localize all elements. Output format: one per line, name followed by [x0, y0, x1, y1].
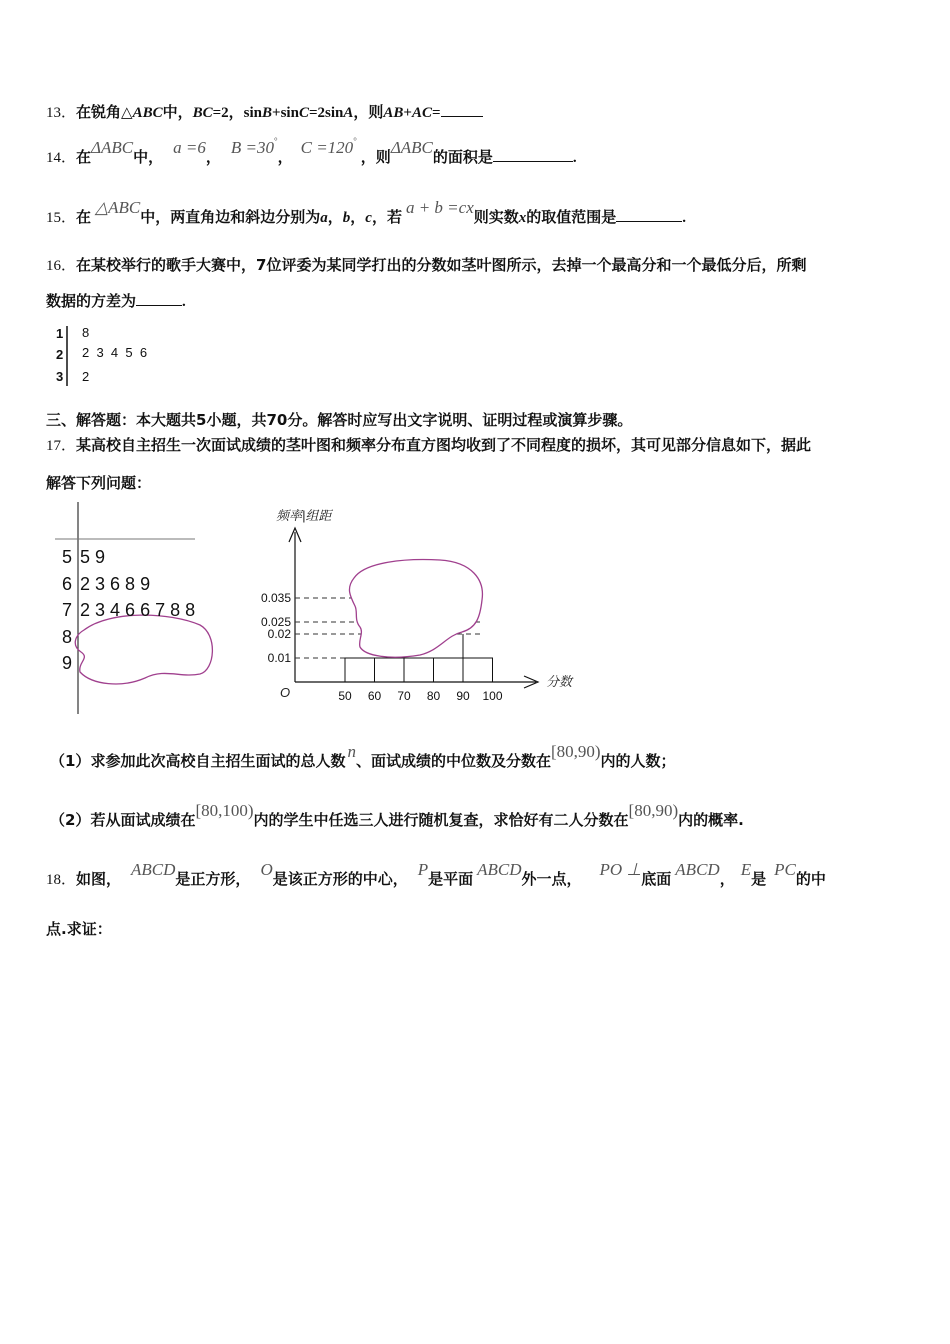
q17-text: 、面试成绩的中位数及分数在 [355, 752, 551, 770]
answer-blank [493, 146, 573, 162]
q17-text: 内的概率. [678, 811, 744, 829]
q15-var: b [342, 210, 351, 226]
q16-text: 数据的方差为 [46, 292, 137, 310]
answer-blank [616, 206, 682, 222]
question-number: 17． [46, 438, 77, 454]
frequency-histogram [240, 500, 590, 715]
q13-c: C [298, 105, 309, 121]
x-tick-label: 50 [338, 689, 352, 703]
q18-math: O [260, 860, 273, 879]
q13-plus: + [403, 105, 412, 121]
q13-a: A [343, 105, 354, 121]
q15-math: a + b =cx [405, 198, 474, 217]
part-label: （1） [50, 752, 91, 770]
q15-text: 中，两直角边和斜边分别为 [140, 208, 321, 226]
q14-text: ， [205, 148, 221, 166]
stem-value: 1 [56, 326, 64, 341]
q15-var: a [320, 210, 328, 226]
q17-text: 求参加此次高校自主招生面试的总人数 [90, 752, 346, 770]
q13-text: ，则 [353, 103, 384, 121]
q16-end: . [182, 294, 186, 310]
q18-math: PC [774, 860, 796, 879]
y-tick-label: 0.025 [260, 615, 291, 629]
section-heading [46, 409, 632, 431]
q14-math: ΔABC [390, 138, 433, 157]
part-label: （2） [50, 811, 91, 829]
stem-leaf-row [62, 624, 195, 651]
q17-math: [80,90) [550, 742, 601, 761]
leaf-values: 5 9 [80, 547, 106, 567]
x-axis-label: 分数 [546, 674, 573, 689]
q18-text: 外一点， [521, 870, 582, 888]
q14-text: 的面积是 [432, 148, 493, 166]
question-14 [46, 136, 577, 170]
q13-abc: ABC [132, 105, 163, 121]
origin-label: O [280, 685, 291, 700]
question-number: 16． [46, 258, 77, 274]
y-tick-label: 0.02 [267, 627, 291, 641]
q18-text: 点.求证： [46, 920, 112, 938]
x-tick-label: 80 [426, 689, 441, 703]
leaf-values: 2 3 4 6 6 7 8 8 [80, 600, 196, 620]
q18-math: ABCD [675, 860, 720, 879]
q18-text: 是该正方形的中心， [272, 870, 408, 888]
q17-part2 [50, 801, 744, 831]
q15-text: ， [350, 208, 366, 226]
q17-text: 内的学生中任选三人进行随机复查，求恰好有二人分数在 [253, 811, 629, 829]
q14-math: a =6 [173, 138, 206, 157]
section-text: 三、解答题：本大题共5小题，共70分。解答时应写出文字说明、证明过程或演算步骤。 [46, 411, 633, 429]
q15-math: △ABC [95, 198, 141, 217]
stem-value: 2 [56, 347, 64, 362]
y-tick-label: 0.01 [267, 651, 291, 665]
question-16-line1 [46, 254, 806, 277]
q14-end: . [572, 150, 577, 166]
question-18-line2 [46, 918, 112, 940]
q18-math: P [417, 860, 429, 879]
q15-end: . [682, 210, 687, 226]
stem-leaf-row [62, 544, 195, 571]
q15-text: 则实数 [473, 208, 519, 226]
q18-text: 是平面 [428, 870, 474, 888]
q18-text: 底面 [641, 870, 672, 888]
q18-math: ABCD [477, 860, 522, 879]
stem-leaf-row [62, 597, 195, 624]
damage-blot [349, 560, 482, 658]
stem-value: 7 [62, 600, 73, 620]
stem-value: 3 [56, 369, 64, 384]
q17-text: 内的人数； [600, 752, 676, 770]
leaf-values: 2 3 6 8 9 [80, 573, 151, 594]
answer-blank [441, 101, 483, 117]
stem-value: 5 [62, 547, 73, 567]
q13-b: B [262, 105, 273, 121]
stem-leaf-row [62, 650, 195, 677]
q13-text: +sin [272, 105, 299, 121]
leaf-values: 8 [82, 325, 90, 340]
q15-text: 在 [76, 208, 92, 226]
q15-var: x [518, 210, 527, 226]
q13-text: 在锐角 [76, 103, 122, 121]
x-tick-label: 100 [482, 689, 503, 703]
q14-text: ， [277, 148, 293, 166]
degree-icon: ° [353, 136, 357, 146]
q13-text: 中， [162, 103, 193, 121]
y-tick-labels [261, 591, 291, 665]
q16-text: 在某校举行的歌手大赛中，7位评委为某同学打出的分数如茎叶图所示，去掉一个最高分和一个最低分后，所剩 [76, 256, 807, 274]
q17-part1 [50, 742, 676, 772]
histogram-bar [463, 658, 493, 682]
x-tick-labels [338, 689, 503, 703]
q17-math: [80,90) [628, 801, 679, 820]
q15-text: 的取值范围是 [526, 208, 617, 226]
q14-math: C =120 [300, 138, 354, 157]
q14-text: ，则 [360, 148, 391, 166]
q18-math: PO ⊥ [599, 860, 642, 879]
degree-icon: ° [274, 136, 278, 146]
q18-text: 是 [751, 870, 767, 888]
q13-text: =2sin [308, 105, 344, 121]
q14-text: 在 [76, 148, 92, 166]
question-16-line2 [46, 290, 186, 313]
q18-text: 是正方形， [175, 870, 251, 888]
histogram-bar [404, 658, 434, 682]
q15-text: ， [327, 208, 343, 226]
q13-eq: = [432, 105, 441, 121]
q18-text: 如图， [76, 870, 122, 888]
q17-text: 若从面试成绩在 [90, 811, 196, 829]
stem-leaf-row [62, 571, 195, 598]
stem-value: 6 [62, 573, 73, 594]
question-15 [46, 198, 687, 229]
q18-math: E [740, 860, 752, 879]
stem-leaf-rows [62, 544, 195, 677]
question-17-line1 [46, 434, 811, 457]
q17-text: 某高校自主招生一次面试成绩的茎叶图和频率分布直方图均收到了不同程度的损坏，其可见部分信息如下，据此 [76, 436, 812, 454]
question-13 [46, 101, 483, 124]
stem-value: 9 [62, 653, 73, 673]
q17-text: 解答下列问题： [46, 474, 152, 492]
y-axis-label: 频率|组距 [276, 508, 332, 523]
q15-var: c [365, 210, 372, 226]
q18-text: ， [719, 870, 735, 888]
histogram-bar [345, 658, 375, 682]
q13-text: =2，sin [212, 105, 263, 121]
histogram-bar [375, 658, 405, 682]
question-number: 15． [46, 210, 77, 226]
stem-value: 8 [62, 626, 73, 647]
triangle-symbol: △ [121, 103, 133, 121]
leaf-values: 2 3 4 5 6 [82, 345, 148, 360]
question-17-line2 [46, 472, 151, 494]
histogram-bar [434, 658, 464, 682]
question-number: 13． [46, 105, 77, 121]
x-tick-label: 60 [367, 689, 382, 703]
question-number: 18． [46, 872, 77, 888]
q13-ac: AC [411, 105, 432, 121]
q15-text: ，若 [371, 208, 402, 226]
x-tick-label: 90 [456, 689, 470, 703]
x-tick-label: 70 [397, 689, 411, 703]
q13-ab: AB [383, 105, 404, 121]
answer-blank [136, 290, 182, 306]
question-number: 14． [46, 150, 77, 166]
q18-math: ABCD [131, 860, 176, 879]
q18-text: 的中 [795, 870, 826, 888]
q14-math: ΔABC [91, 138, 134, 157]
leaf-values: 2 [82, 369, 90, 384]
q14-math: B =30 [230, 138, 274, 157]
q14-text: 中， [133, 148, 164, 166]
q17-math: n [347, 742, 356, 761]
y-tick-label: 0.035 [260, 591, 291, 605]
question-18-line1 [46, 860, 826, 891]
q13-bc: BC [192, 105, 213, 121]
q17-math: [80,100) [195, 801, 254, 820]
